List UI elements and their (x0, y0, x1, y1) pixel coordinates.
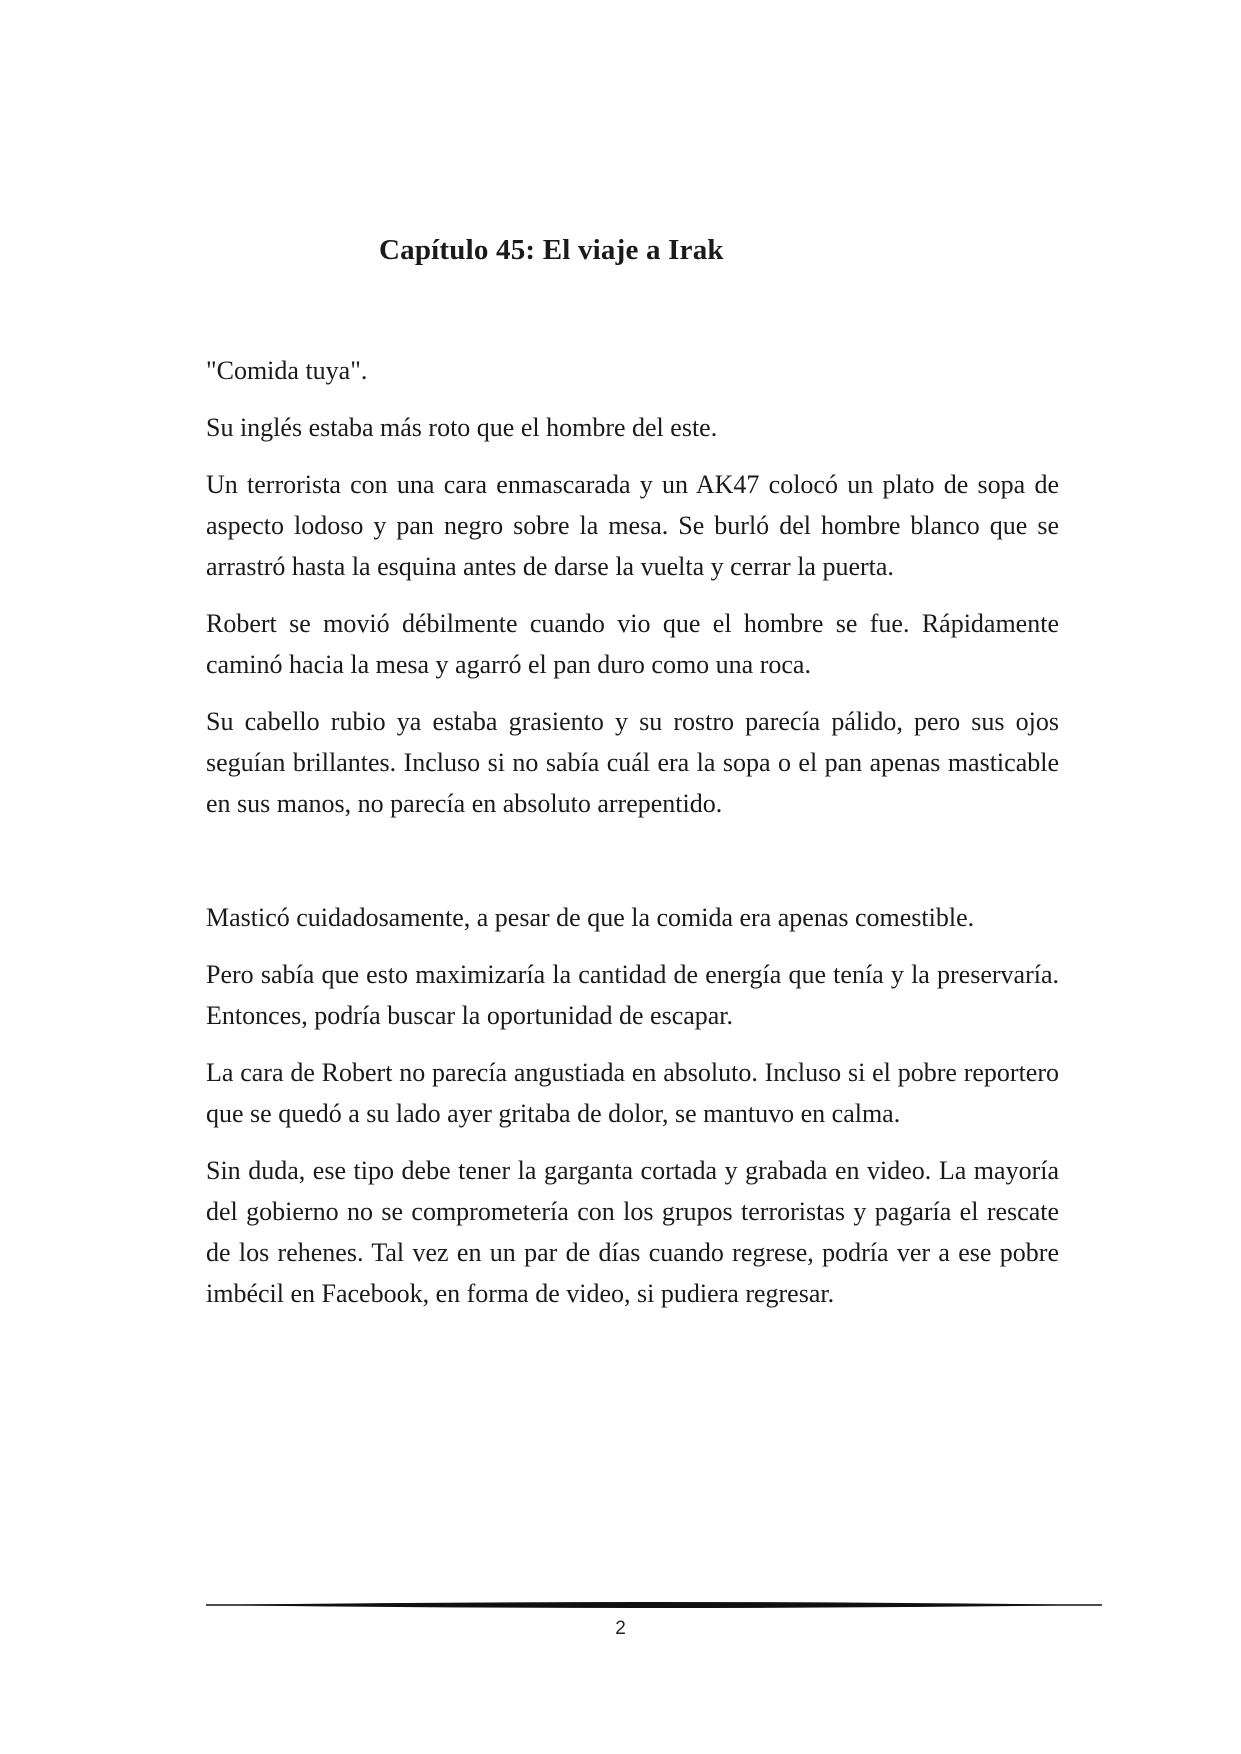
paragraph: Sin duda, ese tipo debe tener la garganta cortada y grabada en video. La mayoría del gobierno no se comprometería con los grupos terroristas y pagaría el rescate de los rehenes. Tal vez en un par de días cuando regrese, podría ver a ese pobre imbécil en Facebook, en forma de video, si pudiera regresar. (206, 1156, 1059, 1308)
chapter-title: Capítulo 45: El viaje a Irak (379, 234, 724, 266)
paragraph: Su inglés estaba más roto que el hombre del este. (206, 413, 718, 442)
paragraph: Un terrorista con una cara enmascarada y un AK47 colocó un plato de sopa de aspecto lodoso y pan negro sobre la mesa. Se burló del hombre blanco que se arrastró hasta la esquina antes de darse la vuelta y cerrar la puerta. (206, 470, 1059, 581)
paragraph: "Comida tuya". (206, 356, 368, 385)
paragraph: Su cabello rubio ya estaba grasiento y su rostro parecía pálido, pero sus ojos seguían brillantes. Incluso si no sabía cuál era la sopa o el pan apenas masticable en sus manos, no parecía en absoluto arrepentido. (206, 707, 1059, 818)
paragraph: La cara de Robert no parecía angustiada en absoluto. Incluso si el pobre reportero que se quedó a su lado ayer gritaba de dolor, se mantuvo en calma. (206, 1058, 1059, 1128)
paragraph: Robert se movió débilmente cuando vio que el hombre se fue. Rápidamente caminó hacia la mesa y agarró el pan duro como una roca. (206, 609, 1059, 679)
footer-divider (206, 1600, 1102, 1610)
paragraph: Pero sabía que esto maximizaría la cantidad de energía que tenía y la preservaría. Entonces, podría buscar la oportunidad de escapar. (206, 960, 1059, 1030)
page-number: 2 (615, 1618, 626, 1639)
paragraph: Masticó cuidadosamente, a pesar de que la comida era apenas comestible. (206, 903, 975, 932)
body-text (206, 350, 1059, 1330)
